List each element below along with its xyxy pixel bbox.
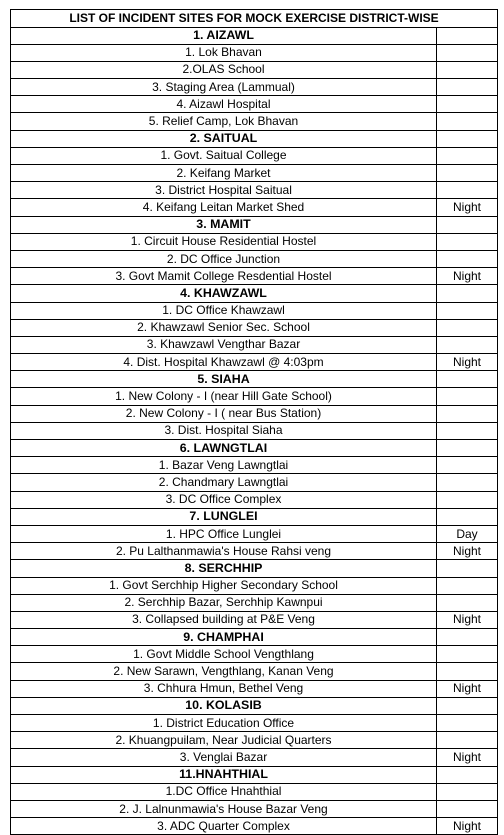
site-time-note [437,233,498,250]
district-note-cell [437,508,498,525]
site-time-note [437,61,498,78]
site-row [11,165,498,182]
site-time-note [437,491,498,508]
site-row [11,749,498,766]
district-note-cell [437,560,498,577]
site-name: 1.DC Office Hnahthial [11,783,437,800]
district-note-cell [437,440,498,457]
site-row [11,302,498,319]
site-row [11,543,498,560]
site-row [11,79,498,96]
site-row [11,250,498,267]
district-name: 1. AIZAWL [11,27,437,44]
district-header-row [11,285,498,302]
site-name: 4. Aizawl Hospital [11,96,437,113]
district-name: 8. SERCHHIP [11,560,437,577]
site-time-note: Night [437,199,498,216]
site-row [11,354,498,371]
site-time-note: Day [437,525,498,542]
site-name: 2. Pu Lalthanmawia's House Rahsi veng [11,543,437,560]
district-note-cell [437,27,498,44]
site-time-note: Night [437,268,498,285]
site-row [11,732,498,749]
site-name: 1. Govt. Saitual College [11,147,437,164]
district-name: 3. MAMIT [11,216,437,233]
site-name: 3. District Hospital Saitual [11,182,437,199]
site-name: 3. ADC Quarter Complex [11,818,437,835]
site-row [11,611,498,628]
incident-sites-sheet [10,9,497,835]
site-row [11,199,498,216]
site-name: 4. Keifang Leitan Market Shed [11,199,437,216]
site-time-note [437,388,498,405]
site-name: 1. HPC Office Lunglei [11,525,437,542]
site-name: 2. Keifang Market [11,165,437,182]
site-time-note [437,577,498,594]
site-name: 1. Circuit House Residential Hostel [11,233,437,250]
site-row [11,594,498,611]
site-time-note [437,732,498,749]
site-row [11,818,498,835]
site-name: 1. Govt Middle School Vengthlang [11,646,437,663]
site-time-note [437,96,498,113]
site-time-note [437,405,498,422]
district-name: 11.HNAHTHIAL [11,766,437,783]
site-name: 3. Govt Mamit College Resdential Hostel [11,268,437,285]
site-name: 4. Dist. Hospital Khawzawl @ 4:03pm [11,354,437,371]
district-name: 4. KHAWZAWL [11,285,437,302]
site-time-note [437,646,498,663]
site-time-note: Night [437,611,498,628]
site-name: 3. Dist. Hospital Siaha [11,422,437,439]
site-name: 1. New Colony - I (near Hill Gate School) [11,388,437,405]
district-note-cell [437,371,498,388]
site-row [11,715,498,732]
site-time-note: Night [437,543,498,560]
district-header-row [11,508,498,525]
site-time-note: Night [437,680,498,697]
district-header-row [11,216,498,233]
site-name: 3. Collapsed building at P&E Veng [11,611,437,628]
site-name: 3. Khawzawl Vengthar Bazar [11,336,437,353]
site-name: 2. Serchhip Bazar, Serchhip Kawnpui [11,594,437,611]
site-name: 3. Venglai Bazar [11,749,437,766]
site-row [11,577,498,594]
site-time-note [437,474,498,491]
site-name: 1. Lok Bhavan [11,44,437,61]
site-time-note [437,182,498,199]
district-name: 9. CHAMPHAI [11,629,437,646]
site-name: 1. DC Office Khawzawl [11,302,437,319]
site-time-note [437,422,498,439]
site-row [11,268,498,285]
site-row [11,319,498,336]
district-header-row [11,560,498,577]
site-time-note [437,800,498,817]
district-header-row [11,629,498,646]
site-row [11,182,498,199]
district-name: 7. LUNGLEI [11,508,437,525]
site-time-note [437,457,498,474]
district-note-cell [437,216,498,233]
site-row [11,233,498,250]
site-row [11,491,498,508]
district-header-row [11,440,498,457]
site-row [11,44,498,61]
site-time-note [437,147,498,164]
site-row [11,783,498,800]
site-name: 2. New Sarawn, Vengthlang, Kanan Veng [11,663,437,680]
site-name: 3. Chhura Hmun, Bethel Veng [11,680,437,697]
site-time-note [437,594,498,611]
district-note-cell [437,766,498,783]
site-time-note [437,663,498,680]
site-row [11,96,498,113]
site-name: 2. Khuangpuilam, Near Judicial Quarters [11,732,437,749]
site-row [11,663,498,680]
district-note-cell [437,629,498,646]
site-name: 1. Govt Serchhip Higher Secondary School [11,577,437,594]
site-time-note [437,165,498,182]
site-row [11,61,498,78]
site-name: 1. District Education Office [11,715,437,732]
site-name: 3. DC Office Complex [11,491,437,508]
site-time-note [437,44,498,61]
district-name: 10. KOLASIB [11,697,437,714]
district-name: 2. SAITUAL [11,130,437,147]
site-time-note: Night [437,749,498,766]
district-name: 6. LAWNGTLAI [11,440,437,457]
district-note-cell [437,130,498,147]
table-body [11,27,498,835]
district-header-row [11,130,498,147]
site-name: 2. DC Office Junction [11,250,437,267]
site-time-note: Night [437,354,498,371]
site-name: 2. J. Lalnunmawia's House Bazar Veng [11,800,437,817]
site-name: 1. Bazar Veng Lawngtlai [11,457,437,474]
site-time-note: Night [437,818,498,835]
site-row [11,405,498,422]
district-header-row [11,766,498,783]
site-name: 2. New Colony - I ( near Bus Station) [11,405,437,422]
site-row [11,474,498,491]
district-note-cell [437,697,498,714]
site-row [11,422,498,439]
site-time-note [437,336,498,353]
title-row [11,10,498,28]
site-time-note [437,79,498,96]
incident-sites-table [10,9,498,835]
district-note-cell [437,285,498,302]
site-row [11,457,498,474]
site-row [11,147,498,164]
site-time-note [437,113,498,130]
site-row [11,800,498,817]
table-title: LIST OF INCIDENT SITES FOR MOCK EXERCISE DISTRICT-WISE [11,10,498,28]
site-time-note [437,715,498,732]
site-time-note [437,250,498,267]
site-time-note [437,783,498,800]
site-row [11,525,498,542]
site-name: 2. Khawzawl Senior Sec. School [11,319,437,336]
district-header-row [11,371,498,388]
site-row [11,680,498,697]
site-row [11,646,498,663]
district-header-row [11,27,498,44]
site-time-note [437,302,498,319]
site-row [11,388,498,405]
site-name: 3. Staging Area (Lammual) [11,79,437,96]
district-name: 5. SIAHA [11,371,437,388]
district-header-row [11,697,498,714]
site-row [11,113,498,130]
site-name: 2. Chandmary Lawngtlai [11,474,437,491]
site-time-note [437,319,498,336]
site-name: 2.OLAS School [11,61,437,78]
site-name: 5. Relief Camp, Lok Bhavan [11,113,437,130]
site-row [11,336,498,353]
